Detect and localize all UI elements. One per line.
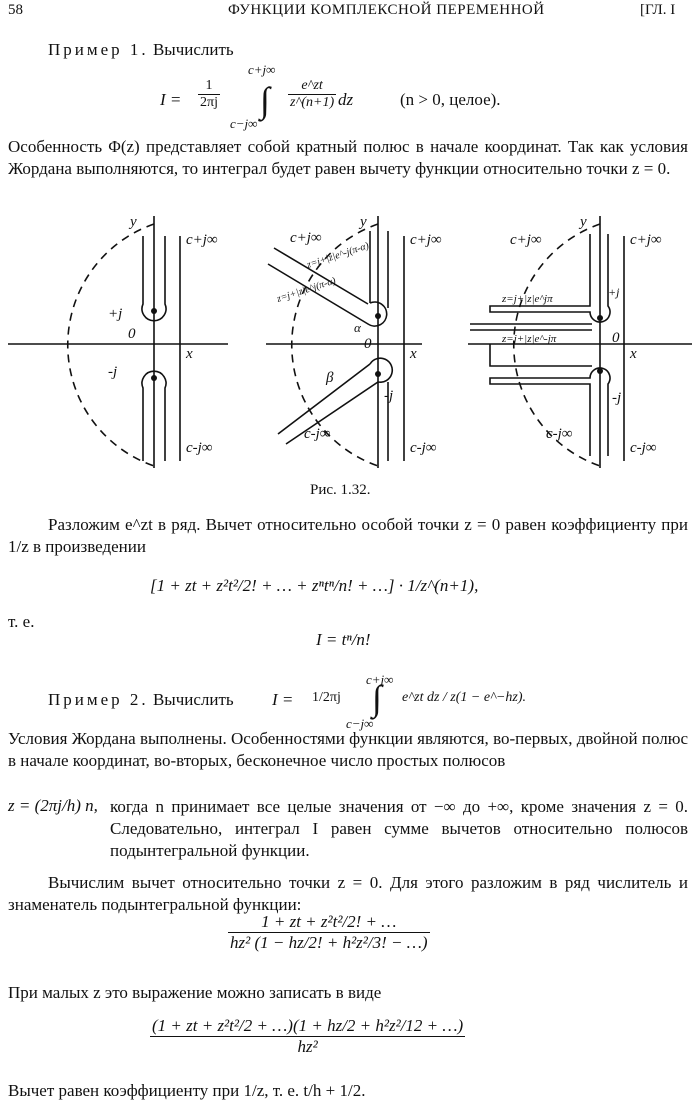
- label-c-minus: c-j∞: [546, 426, 573, 442]
- label-origin: 0: [612, 330, 620, 346]
- label-minus-j: -j: [108, 364, 118, 380]
- label-c-minus: c-j∞: [186, 440, 213, 456]
- example1-dz: dz: [338, 90, 354, 109]
- label-ray-upper-1: z=j+|z|e^-j(π-α): [305, 240, 371, 271]
- label-x: x: [186, 346, 193, 362]
- label-x: x: [410, 346, 417, 362]
- label-origin: 0: [364, 336, 372, 352]
- label-c-minus: c-j∞: [304, 426, 331, 442]
- example2-upper-limit: c+j∞: [366, 672, 394, 687]
- example1-heading: Пример 1.: [48, 40, 149, 59]
- expansion-line: Разложим e^zt в ряд. Вычет относительно особой точки z = 0 равен коэффициенту при 1/z в произведении: [8, 515, 688, 556]
- label-c-plus: c+j∞: [290, 230, 322, 246]
- example1-lhs: I =: [160, 90, 182, 109]
- example2-lhs: I =: [272, 690, 294, 709]
- label-c-plus: c+j∞: [410, 232, 442, 248]
- label-y: y: [580, 214, 587, 230]
- second-fraction: [150, 1016, 465, 1056]
- label-minus-j: -j: [384, 388, 394, 404]
- residue-intro: Вычислим вычет относительно точки z = 0. Для этого разложим в ряд числитель и знаменатель подынтегральной функции:: [8, 873, 688, 914]
- label-c-minus: c-j∞: [410, 440, 437, 456]
- label-c-plus: c+j∞: [186, 232, 218, 248]
- upper-slit: [490, 234, 610, 322]
- label-origin: 0: [128, 326, 136, 342]
- pole-upper-dot: [151, 308, 157, 314]
- figure-1-32: [8, 206, 692, 474]
- label-y: y: [360, 214, 367, 230]
- contour-arc: [68, 224, 154, 466]
- example2-paragraph-start: Условия Жордана выполнены. Особенностями функции являются, во-первых, двойной полюс в начале координат, во-вторых, бесконечное число простых полюсов: [8, 729, 688, 770]
- example1-formula: I = $\frac{1}{2\pi j}$ c+j∞ ∫ c−j∞ $\frac{e\^{}zt}{z\^{}(n+1)}$ dz (n > 0, целое).: [160, 62, 501, 131]
- label-slit-lower: z=j+|z|e^-jπ: [502, 333, 557, 345]
- pole-lower-dot: [597, 368, 603, 374]
- example2-verb: Вычислить: [152, 690, 234, 709]
- figure-panel-1: [8, 216, 228, 468]
- example1-lower-limit: c−j∞: [230, 116, 258, 131]
- label-x: x: [630, 346, 637, 362]
- second-fraction-denominator: hz²: [297, 1036, 318, 1056]
- example2-heading: Пример 2.: [48, 690, 149, 709]
- big-fraction-numerator: 1 + zt + z²t²/2! + …: [228, 912, 430, 933]
- pole-lower-dot: [375, 371, 381, 377]
- final-line: Вычет равен коэффициенту при 1/z, т. е. t/h + 1/2.: [8, 1081, 366, 1100]
- example1-condition: (n > 0, целое).: [400, 90, 501, 109]
- example2-coef: 1/2πj: [312, 690, 341, 705]
- pole-upper-dot: [597, 315, 603, 321]
- example1-verb: Вычислить: [152, 40, 234, 59]
- example2-integrand: e^zt dz / z(1 − e^−hz).: [402, 690, 527, 705]
- page-number: 58: [8, 2, 23, 18]
- label-alpha: α: [354, 320, 361, 335]
- big-fraction-denominator: hz² (1 − hz/2! + h²z²/3! − …): [230, 932, 428, 952]
- second-fraction-numerator: (1 + zt + z²t²/2 + …)(1 + hz/2 + h²z²/12 + …): [152, 1016, 464, 1035]
- example1-paragraph: Особенность Φ(z) представляет собой кратный полюс в начале координат. Так как условия Жордана выполняются, то интеграл будет равен вычету функции относительно точки z = 0.: [8, 137, 688, 178]
- big-fraction: [228, 912, 430, 952]
- example2-poles: z = (2πj/h) n,: [8, 796, 98, 815]
- example2-intro: Пример 2. Вычислить I = 1/2πj c+j∞ ∫ c−j∞ e^zt dz / z(1 − e^−hz).: [48, 672, 527, 731]
- small-z-text: При малых z это выражение можно записать в виде: [8, 983, 382, 1002]
- figure-caption: Рис. 1.32.: [310, 482, 371, 498]
- label-plus-j: +j: [608, 285, 620, 299]
- example1-coef: $\frac{1}{2\pi j}$: [200, 78, 218, 111]
- label-c-plus: c+j∞: [510, 232, 542, 248]
- example1-integrand: $\frac{e\^{}zt}{z\^{}(n+1)}$: [290, 78, 335, 111]
- label-beta: β: [326, 370, 334, 386]
- pole-lower-dot: [151, 375, 157, 381]
- pole-upper-dot: [375, 313, 381, 319]
- middle-slit: [470, 324, 592, 330]
- label-plus-j: +j: [108, 306, 123, 322]
- example1-upper-limit: c+j∞: [248, 62, 276, 77]
- lower-slit: [490, 368, 610, 456]
- label-c-minus: c-j∞: [630, 440, 657, 456]
- example1-heading-line: [48, 40, 234, 60]
- expansion-te: т. е.: [8, 612, 35, 631]
- running-title: ФУНКЦИИ КОМПЛЕКСНОЙ ПЕРЕМЕННОЙ: [228, 2, 545, 18]
- lower-mid-slit: [490, 344, 592, 366]
- label-minus-j: -j: [612, 390, 622, 406]
- chapter-marker: [ГЛ. I: [640, 2, 676, 18]
- expansion-result: I = tⁿ/n!: [316, 630, 371, 649]
- example2-lower-limit: c−j∞: [346, 716, 374, 731]
- example2-paragraph-end: когда n принимает все целые значения от −∞ до +∞, кроме значения z = 0. Следовательно, интеграл I равен сумме вычетов относительно полюсов подынтегральной функции.: [110, 797, 688, 860]
- label-c-plus: c+j∞: [630, 232, 662, 248]
- expansion-series: [1 + zt + z²t²/2! + … + zⁿtⁿ/n! + …] · 1/z^(n+1),: [150, 576, 479, 595]
- label-slit-upper: z=j+|z|e^jπ: [502, 293, 553, 305]
- label-ray-upper-2: z=j+|z|e^j(π-α): [275, 275, 338, 305]
- label-y: y: [130, 214, 137, 230]
